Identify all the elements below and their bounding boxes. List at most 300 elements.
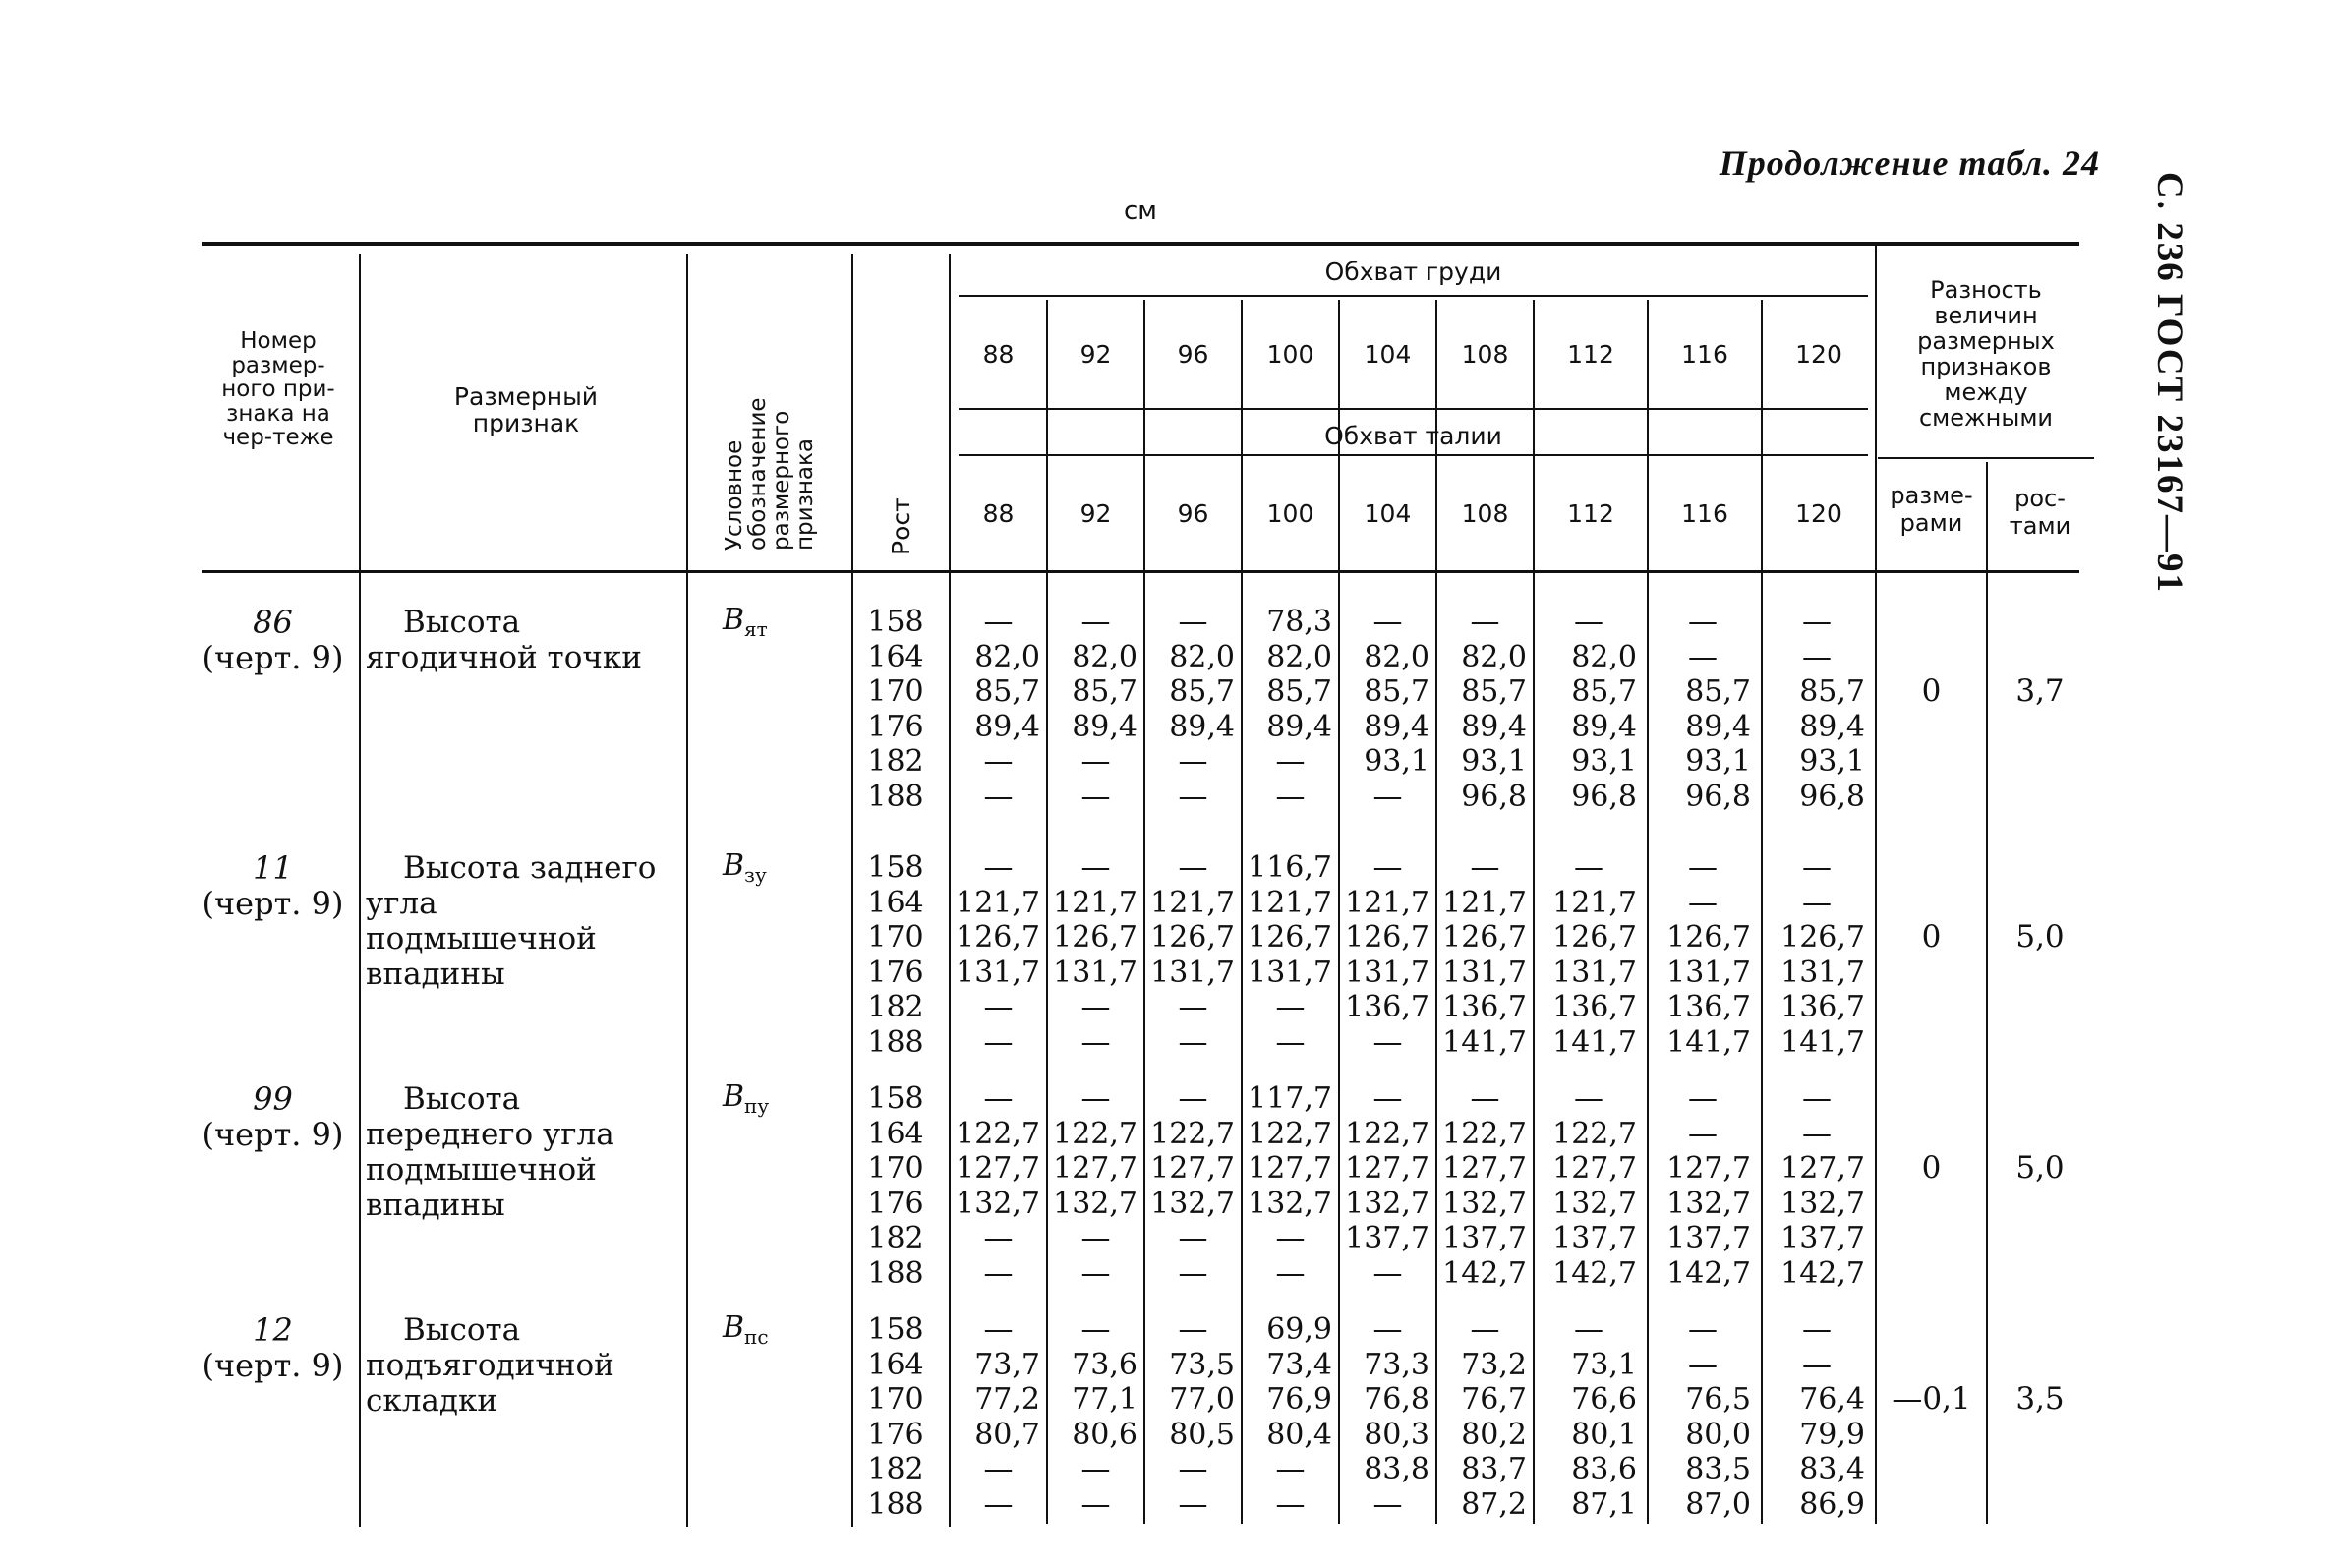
waist-value: 96: [1177, 499, 1209, 528]
height-value: 188: [867, 1024, 924, 1060]
height-value: 176: [867, 1417, 924, 1452]
table-cell: —: [983, 1312, 1014, 1347]
table-cell: —: [1574, 1081, 1603, 1116]
table-cell: 122,7: [1345, 1116, 1429, 1151]
table-cell: 136,7: [1666, 990, 1751, 1025]
feature-number-value: 11: [253, 849, 293, 887]
table-cell: —: [1688, 1116, 1718, 1151]
feature-name: Высота заднего угла подмышечной впадины: [366, 850, 657, 992]
table-cell: 80,7: [974, 1417, 1040, 1452]
height-value: 158: [867, 1312, 924, 1347]
table-cell: 85,7: [1266, 674, 1332, 710]
table-cell: 121,7: [1442, 885, 1527, 920]
feature-number-value: 99: [253, 1080, 293, 1118]
table-cell: 141,7: [1552, 1024, 1637, 1060]
feature-symbol: [723, 848, 767, 887]
table-cell: 80,1: [1571, 1417, 1637, 1452]
table-cell: 127,7: [1053, 1151, 1137, 1187]
table-cell: 131,7: [1780, 955, 1865, 990]
table-cell: 80,2: [1461, 1417, 1527, 1452]
height-value: 164: [867, 1116, 924, 1151]
table-cell: 121,7: [1248, 885, 1332, 920]
table-cell: —: [1372, 1312, 1403, 1347]
table-cell: 131,7: [1053, 955, 1137, 990]
table-cell: —: [1802, 1312, 1832, 1347]
table-cell: 76,6: [1571, 1382, 1637, 1418]
table-cell: 83,5: [1685, 1452, 1751, 1487]
waist-value: 120: [1795, 499, 1842, 528]
feature-name: Высота ягодичной точки: [366, 605, 642, 675]
table-cell: 126,7: [1053, 920, 1137, 956]
table-cell: —: [1080, 850, 1111, 885]
waist-value: 88: [982, 499, 1015, 528]
table-cell: 85,7: [974, 674, 1040, 710]
table-cell: —: [1080, 605, 1111, 639]
table-cell: 83,8: [1364, 1452, 1429, 1487]
table-cell: —: [1178, 990, 1208, 1025]
waist-value: 100: [1266, 499, 1314, 528]
height-value: 164: [867, 639, 924, 674]
value-column: [1535, 1081, 1643, 1292]
table-cell: 122,7: [1053, 1116, 1137, 1151]
vline-1: [359, 254, 361, 1527]
chest-value: 100: [1266, 339, 1314, 369]
table-cell: 121,7: [1053, 885, 1137, 920]
value-column: [1535, 1312, 1643, 1523]
table-cell: —: [1275, 1221, 1306, 1256]
height-list: [850, 1081, 941, 1292]
table-cell: 141,7: [1780, 1024, 1865, 1060]
table-cell: —: [983, 990, 1014, 1025]
table-cell: 82,0: [1364, 639, 1429, 674]
value-column: [1437, 605, 1533, 815]
value-column: [1437, 1081, 1533, 1292]
table-cell: 141,7: [1442, 1024, 1527, 1060]
header-number: Номер размер-ного при-знака на чер-теже: [221, 328, 335, 450]
table-cell: 126,7: [956, 920, 1040, 956]
table-cell: 73,5: [1169, 1347, 1235, 1382]
feature-symbol-subscript: ят: [744, 617, 768, 641]
table-cell: 137,7: [1345, 1221, 1429, 1256]
table-cell: 76,5: [1685, 1382, 1751, 1418]
table-cell: 86,9: [1799, 1486, 1865, 1522]
table-cell: 89,4: [1266, 709, 1332, 744]
table-cell: 77,1: [1072, 1382, 1137, 1418]
feature-drawing-ref: (черт. 9): [202, 1347, 344, 1384]
table-cell: 93,1: [1461, 744, 1527, 780]
table-cell: —: [983, 1486, 1014, 1522]
table-cell: 122,7: [1552, 1116, 1637, 1151]
table-cell: 93,1: [1799, 744, 1865, 780]
table-cell: —: [1080, 1452, 1111, 1487]
height-value: 188: [867, 1486, 924, 1522]
chest-values-rule: [959, 408, 1868, 410]
table-cell: 80,6: [1072, 1417, 1137, 1452]
table-cell: 82,0: [1461, 639, 1527, 674]
value-column: [1535, 850, 1643, 1061]
value-column: [1243, 605, 1338, 815]
height-value: 182: [867, 1452, 924, 1487]
table-cell: —: [1178, 779, 1208, 814]
table-cell: 142,7: [1552, 1255, 1637, 1291]
table-cell: —: [1178, 1081, 1208, 1116]
table-cell: 122,7: [1150, 1116, 1235, 1151]
table-cell: —: [1080, 1312, 1111, 1347]
table-cell: —: [1372, 850, 1403, 885]
table-cell: —: [1574, 1312, 1603, 1347]
table-cell: 82,0: [1169, 639, 1235, 674]
table-cell: —: [1802, 639, 1832, 674]
table-cell: 131,7: [1345, 955, 1429, 990]
table-cell: 82,0: [1072, 639, 1137, 674]
feature-name: Высота подъягодичной складки: [366, 1312, 614, 1419]
table-cell: —: [983, 850, 1014, 885]
feature-symbol-subscript: пс: [744, 1325, 769, 1349]
table-cell: 69,9: [1266, 1312, 1332, 1347]
table-cell: —: [1802, 850, 1832, 885]
height-value: 170: [867, 1151, 924, 1187]
value-column: [1048, 1081, 1143, 1292]
value-column: [1145, 1312, 1241, 1523]
height-value: 188: [867, 779, 924, 814]
table-cell: 116,7: [1248, 850, 1332, 885]
vline-2: [686, 254, 688, 1527]
table-cell: 85,7: [1169, 674, 1235, 710]
table-cell: 77,0: [1169, 1382, 1235, 1418]
value-column: [1145, 605, 1241, 815]
table-cell: —: [1372, 779, 1403, 814]
table-cell: —: [983, 605, 1014, 639]
table-cell: 117,7: [1248, 1081, 1332, 1116]
table-cell: 127,7: [956, 1151, 1040, 1187]
diff-heights-value: 3,7: [2015, 673, 2065, 709]
table-cell: 131,7: [1552, 955, 1637, 990]
chest-value: 92: [1079, 339, 1112, 369]
value-column: [1243, 1081, 1338, 1292]
feature-number-value: 86: [253, 604, 293, 641]
feature-symbol-subscript: зу: [744, 863, 767, 887]
table-cell: 131,7: [1666, 955, 1751, 990]
table-cell: —: [983, 779, 1014, 814]
height-value: 182: [867, 1221, 924, 1256]
diff-sizes-value: —0,1: [1892, 1381, 1971, 1417]
table-cell: 122,7: [1248, 1116, 1332, 1151]
table-cell: 132,7: [1780, 1186, 1865, 1221]
table-cell: —: [1178, 1486, 1208, 1522]
value-column: [1437, 850, 1533, 1061]
feature-symbol-letter: В: [723, 603, 745, 637]
table-cell: 93,1: [1364, 744, 1429, 780]
table-cell: —: [1275, 1452, 1306, 1487]
diff-sizes-value: 0: [1921, 673, 1942, 709]
table-cell: 132,7: [956, 1186, 1040, 1221]
table-cell: 127,7: [1248, 1151, 1332, 1187]
table-cell: 76,4: [1799, 1382, 1865, 1418]
table-cell: 126,7: [1780, 920, 1865, 956]
table-cell: —: [1802, 1347, 1832, 1382]
unit-label: см: [1124, 197, 1157, 226]
value-column: [1340, 850, 1435, 1061]
table-cell: —: [1080, 779, 1111, 814]
table-cell: 127,7: [1442, 1151, 1527, 1187]
table-cell: 142,7: [1442, 1255, 1527, 1291]
table-cell: 89,4: [1461, 709, 1527, 744]
header-height: Рост: [887, 497, 915, 555]
header-diff-sizes: разме-рами: [1890, 482, 1973, 537]
value-column: [1535, 605, 1643, 815]
table-cell: 126,7: [1442, 920, 1527, 956]
table-cell: 131,7: [1442, 955, 1527, 990]
table-cell: 89,4: [1571, 709, 1637, 744]
chest-value: 120: [1795, 339, 1842, 369]
feature-symbol: [723, 1310, 769, 1349]
table-cell: 131,7: [1150, 955, 1235, 990]
value-column: [1649, 605, 1757, 815]
table-cell: 89,4: [1685, 709, 1751, 744]
table-cell: 73,7: [974, 1347, 1040, 1382]
table-cell: 132,7: [1150, 1186, 1235, 1221]
feature-symbol-letter: В: [723, 1079, 745, 1114]
feature-symbol-letter: В: [723, 1310, 745, 1345]
table-cell: —: [983, 1221, 1014, 1256]
waist-value: 92: [1079, 499, 1112, 528]
table-cell: 132,7: [1442, 1186, 1527, 1221]
feature-number: [197, 1312, 349, 1383]
table-cell: 73,6: [1072, 1347, 1137, 1382]
table-cell: —: [1080, 1255, 1111, 1291]
chest-value: 116: [1681, 339, 1728, 369]
table-cell: 73,1: [1571, 1347, 1637, 1382]
table-cell: —: [1080, 1221, 1111, 1256]
value-column: [1649, 1312, 1757, 1523]
waist-value: 104: [1364, 499, 1412, 528]
diff-heights-value: 3,5: [2015, 1381, 2065, 1417]
table-cell: 93,1: [1571, 744, 1637, 780]
table-cell: 83,4: [1799, 1452, 1865, 1487]
table-cell: —: [1178, 1221, 1208, 1256]
table-cell: —: [1470, 605, 1500, 639]
table-cell: 136,7: [1442, 990, 1527, 1025]
table-cell: 122,7: [1442, 1116, 1527, 1151]
table-cell: 137,7: [1780, 1221, 1865, 1256]
chest-value: 108: [1461, 339, 1509, 369]
value-column: [1763, 1312, 1871, 1523]
table-cell: 96,8: [1685, 779, 1751, 814]
header-feature: Размерный признак: [453, 382, 599, 437]
value-column: [1340, 605, 1435, 815]
height-value: 170: [867, 674, 924, 710]
table-cell: —: [1372, 605, 1403, 639]
table-cell: 126,7: [1666, 920, 1751, 956]
height-value: 158: [867, 605, 924, 639]
table-cell: 137,7: [1666, 1221, 1751, 1256]
chest-value: 96: [1177, 339, 1209, 369]
table-cell: —: [983, 1024, 1014, 1060]
header-bottom-rule: [202, 570, 2079, 573]
diff-subheader-rule: [1878, 457, 2094, 459]
table-cell: 131,7: [956, 955, 1040, 990]
table-cell: 89,4: [1169, 709, 1235, 744]
height-value: 176: [867, 1186, 924, 1221]
table-cell: —: [983, 1452, 1014, 1487]
table-cell: 78,3: [1266, 605, 1332, 639]
table-cell: 142,7: [1666, 1255, 1751, 1291]
table-cell: 83,6: [1571, 1452, 1637, 1487]
table-cell: 80,4: [1266, 1417, 1332, 1452]
value-column: [951, 1081, 1046, 1292]
feature-number-value: 12: [253, 1311, 293, 1349]
table-cell: 127,7: [1552, 1151, 1637, 1187]
value-column: [951, 1312, 1046, 1523]
table-cell: 85,7: [1571, 674, 1637, 710]
table-cell: —: [1372, 1255, 1403, 1291]
table-cell: —: [1802, 1116, 1832, 1151]
vline-5: [1875, 246, 1877, 1524]
diff-sizes-value: 0: [1921, 919, 1942, 955]
waist-group-rule: [959, 454, 1868, 456]
height-value: 164: [867, 885, 924, 920]
table-cell: 89,4: [974, 709, 1040, 744]
table-cell: —: [1802, 1081, 1832, 1116]
table-cell: 82,0: [1571, 639, 1637, 674]
height-list: [850, 1312, 941, 1523]
table-cell: —: [1688, 605, 1718, 639]
table-cell: —: [1688, 639, 1718, 674]
value-column: [1649, 1081, 1757, 1292]
diff-sizes-value: 0: [1921, 1150, 1942, 1186]
table-cell: 87,1: [1571, 1486, 1637, 1522]
height-value: 182: [867, 990, 924, 1025]
diff-heights-value: 5,0: [2015, 919, 2065, 955]
table-cell: —: [1275, 1255, 1306, 1291]
table-cell: 127,7: [1666, 1151, 1751, 1187]
table-cell: 82,0: [974, 639, 1040, 674]
value-column: [1243, 1312, 1338, 1523]
value-column: [1340, 1312, 1435, 1523]
table-cell: 137,7: [1442, 1221, 1527, 1256]
waist-value: 108: [1461, 499, 1509, 528]
page-side-label: С. 236 ГОСТ 23167—91: [2149, 172, 2189, 594]
table-cell: 85,7: [1461, 674, 1527, 710]
table-cell: 132,7: [1552, 1186, 1637, 1221]
table-cell: 121,7: [1552, 885, 1637, 920]
feature-drawing-ref: (черт. 9): [202, 885, 344, 922]
table-cell: —: [1080, 744, 1111, 780]
value-column: [1243, 850, 1338, 1061]
table-cell: —: [1372, 1486, 1403, 1522]
diff-heights-value: 5,0: [2015, 1150, 2065, 1186]
chest-value: 88: [982, 339, 1015, 369]
table-cell: —: [1080, 990, 1111, 1025]
table-cell: 126,7: [1345, 920, 1429, 956]
table-cell: 77,2: [974, 1382, 1040, 1418]
table-cell: 96,8: [1571, 779, 1637, 814]
table-cell: —: [1275, 990, 1306, 1025]
table-cell: 79,9: [1799, 1417, 1865, 1452]
table-cell: 89,4: [1072, 709, 1137, 744]
table-cell: 80,3: [1364, 1417, 1429, 1452]
height-value: 176: [867, 709, 924, 744]
table-cell: 126,7: [1248, 920, 1332, 956]
height-value: 170: [867, 920, 924, 956]
table-cell: —: [1688, 885, 1718, 920]
table-cell: —: [1275, 779, 1306, 814]
table-cell: 132,7: [1053, 1186, 1137, 1221]
header-diff-group: Разность величин размерных признаков между смежными: [1917, 276, 2055, 432]
table-cell: 121,7: [956, 885, 1040, 920]
table-cell: 76,8: [1364, 1382, 1429, 1418]
value-column: [1437, 1312, 1533, 1523]
table-cell: —: [1470, 1081, 1500, 1116]
table-cell: 73,4: [1266, 1347, 1332, 1382]
table-cell: 80,0: [1685, 1417, 1751, 1452]
table-cell: 87,0: [1685, 1486, 1751, 1522]
table-cell: 121,7: [1345, 885, 1429, 920]
table-cell: —: [1178, 1312, 1208, 1347]
header-symbol: Условное обозначение размерного признака: [722, 397, 818, 551]
top-rule: [202, 242, 2079, 246]
feature-number: [197, 605, 349, 675]
table-cell: 131,7: [1248, 955, 1332, 990]
value-column: [1763, 1081, 1871, 1292]
table-cell: 93,1: [1685, 744, 1751, 780]
diff-sub-vline: [1986, 462, 1988, 1524]
feature-number: [197, 1081, 349, 1152]
table-cell: —: [983, 744, 1014, 780]
feature-number: [197, 850, 349, 921]
table-cell: 85,7: [1072, 674, 1137, 710]
table-cell: 137,7: [1552, 1221, 1637, 1256]
table-cell: 85,7: [1685, 674, 1751, 710]
table-cell: —: [1574, 850, 1603, 885]
table-cell: 121,7: [1150, 885, 1235, 920]
height-value: 176: [867, 955, 924, 990]
header-diff-heights: рос-тами: [2009, 485, 2071, 540]
value-column: [1340, 1081, 1435, 1292]
waist-value: 116: [1681, 499, 1728, 528]
feature-symbol-subscript: пу: [744, 1094, 770, 1118]
table-cell: 127,7: [1150, 1151, 1235, 1187]
table-cell: —: [1688, 1347, 1718, 1382]
table-cell: 73,3: [1364, 1347, 1429, 1382]
height-list: [850, 605, 941, 815]
continuation-title: Продолжение табл. 24: [1719, 144, 2100, 183]
feature-symbol-letter: В: [723, 848, 745, 883]
table-cell: —: [1372, 1024, 1403, 1060]
table-cell: —: [1574, 605, 1603, 639]
chest-group-rule: [959, 295, 1868, 297]
table-cell: 136,7: [1552, 990, 1637, 1025]
value-column: [1048, 605, 1143, 815]
table-cell: —: [1688, 1081, 1718, 1116]
table-cell: 85,7: [1364, 674, 1429, 710]
table-cell: —: [983, 1255, 1014, 1291]
table-cell: 73,2: [1461, 1347, 1527, 1382]
chest-value: 104: [1364, 339, 1412, 369]
table-cell: 96,8: [1461, 779, 1527, 814]
table-cell: —: [1178, 605, 1208, 639]
table-cell: —: [1688, 1312, 1718, 1347]
table-cell: 127,7: [1345, 1151, 1429, 1187]
table-cell: 76,9: [1266, 1382, 1332, 1418]
feature-name: Высота переднего угла подмышечной впадины: [366, 1081, 614, 1223]
value-column: [951, 850, 1046, 1061]
feature-symbol: [723, 603, 768, 641]
table-cell: —: [1275, 1486, 1306, 1522]
table-cell: —: [1178, 1452, 1208, 1487]
value-column: [1763, 605, 1871, 815]
table-cell: 136,7: [1780, 990, 1865, 1025]
